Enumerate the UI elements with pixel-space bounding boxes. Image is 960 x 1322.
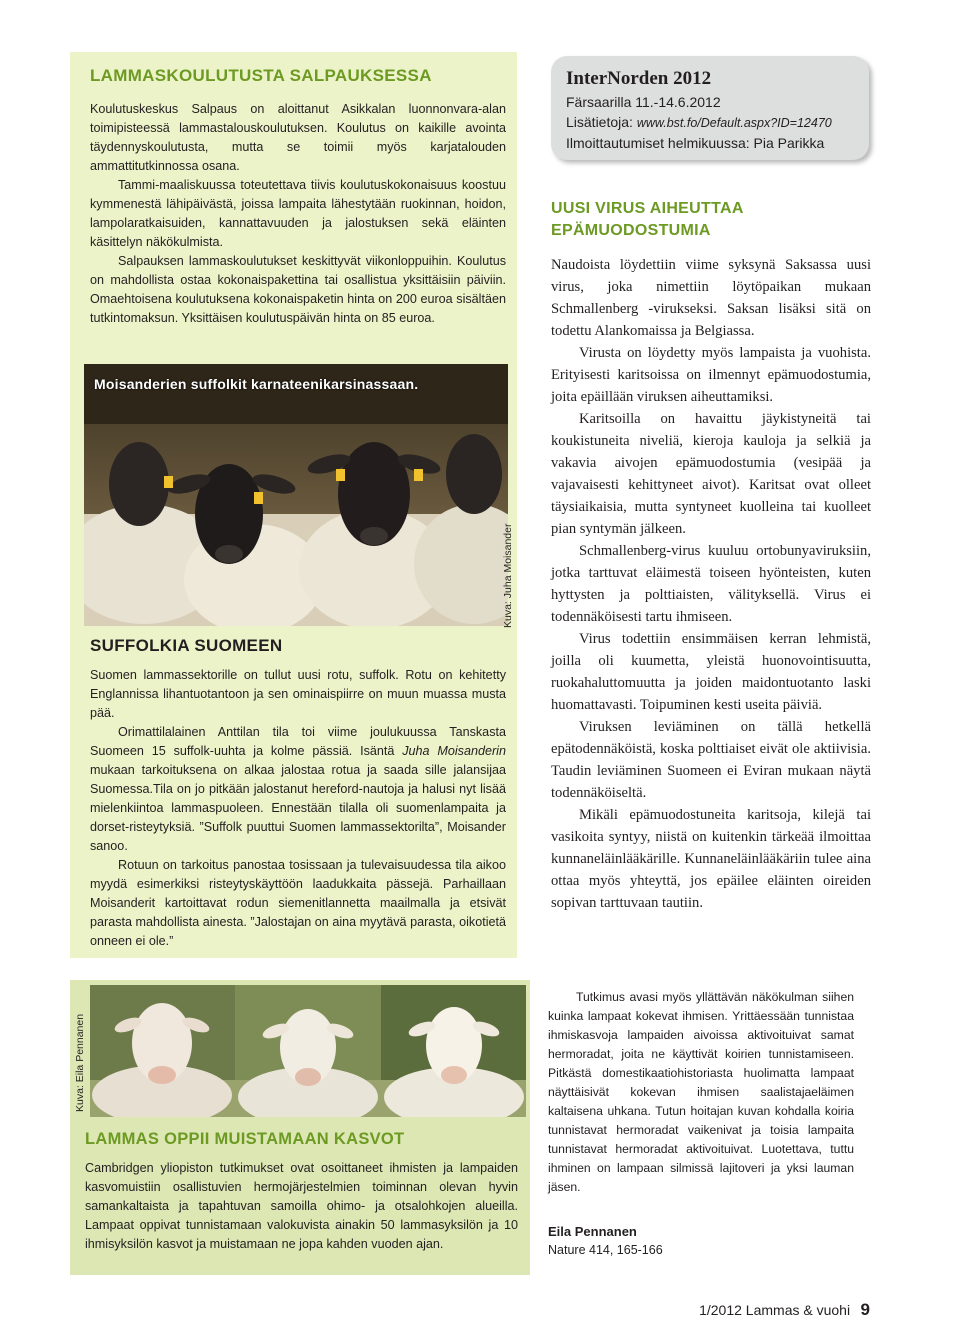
kasvot-article bbox=[85, 1130, 518, 1254]
kasvot-paragraph-2: Tutkimus avasi myös yllättävän näkökulman siihen kuinka lampaat kokevat ihmisen. Yrittäessään tunnistaa ihmiskasvoja lampaiden aivoissa aktivoituivat samat hermoradat, joita ne käyttivät koirien tunnistamiseen. Pitkästä domestikaatiohistoriasta huolimatta lampaat näyttäisivät kokevan ihmisen saalistajaeläimen kaltaisena uhkana. Tutun hoitajan kuvan kohdalla koiria tunnistavat hermoradat vaikenivat ja toisia lampaita tunnistavat hermoradat aktivoituivat. Luotettava, tuttu ihminen on lampaan silmissä lajitoveri ja yksi lauman jäsen. bbox=[548, 990, 854, 1194]
virus-paragraph-7: Mikäli epämuodostuneita karitsoja, kilejä tai vasikoita syntyy, niistä on kuitenkin tärkeää ilmoittaa kunnaneläinlääkärille. Kunnaneläinlääkäriin tulee aina ottaa myös yhteyttä, jos epäilee eläinten oireiden sopivan tarttuvaan tautiin. bbox=[551, 807, 871, 911]
virus-heading-line-2: EPÄMUODOSTUMIA bbox=[551, 222, 711, 239]
suffolk-p2-start: Orimattilalainen Anttilan tila toi viime joulukuussa Tanskasta Suomeen 15 suffolk-uuhta ja kolme pässiä. Isäntä bbox=[90, 725, 506, 758]
internorden-dates: Färsaarilla 11.-14.6.2012 bbox=[566, 94, 721, 110]
info-url-link[interactable]: www.bst.fo/Default.aspx?ID=12470 bbox=[636, 116, 832, 130]
virus-paragraph-1: Naudoista löydettiin viime syksynä Saksassa uusi virus, joka nimettiin löytöpaikan mukaan Schmallenberg -virukseksi. Saksan lisäksi sitä on todettu Alankomaissa ja Belgiassa. bbox=[551, 257, 871, 339]
white-sheep-image bbox=[90, 985, 526, 1117]
suffolk-sheep-photo bbox=[84, 364, 508, 626]
white-sheep-photo bbox=[90, 985, 526, 1117]
virus-paragraph-3: Karitsoilla on havaittu jäykistyneitä tai koukistuneita niveliä, kieroja kauloja ja selkiä ja vakavia aivojen epämuodostumia (vesipää ja vajavaisesti kehittyneet aivot). Karitsat ovat olleet täysiaikaisia, mutta syntyneet kuolleina tai kuolleet pian syntymän jälkeen. bbox=[551, 411, 871, 537]
kasvot-author: Eila Pennanen bbox=[548, 1224, 637, 1239]
virus-heading bbox=[551, 198, 871, 242]
suffolk-heading: SUFFOLKIA SUOMEEN bbox=[90, 636, 283, 655]
virus-article bbox=[551, 198, 871, 914]
suffolk-paragraph-3: Rotuun on tarkoitus panostaa tosissaan ja tulevaisuudessa tila aikoo myydä esimerkiksi risteytyskäyttöön laadukkaita pässejä. Parhaillaan Moisanderit kartoittavat rodun siemenitlannetta maailmalla ja etsivät parasta mahdollista ainesta. ”Jalostajan on aina myytävä parasta, oikotietä onneen ei ole.” bbox=[90, 858, 506, 948]
salpaus-paragraph-2: Tammi-maaliskuussa toteutettava tiivis koulutuskokonaisuus koostuu kymmenestä lähipäivästä, joissa lampaita lähestytään ruokinnan, hoidon, lampolaratkaisuiden, kannattavuuden ja jalostuksen sekä eläinten käsittelyn näkökulmista. bbox=[90, 178, 506, 249]
virus-heading-line-1: UUSI VIRUS AIHEUTTAA bbox=[551, 200, 744, 217]
farmer-name: Juha Moisanderin bbox=[402, 744, 506, 758]
salpaus-heading: LAMMASKOULUTUSTA SALPAUKSESSA bbox=[90, 66, 432, 85]
virus-paragraph-2: Virusta on löydetty myös lampaista ja vuohista. Erityisesti karitsoissa on ilmennyt epämuodostumia, joita epäillään viruksen aiheuttamiksi. bbox=[551, 345, 871, 405]
info-label: Lisätietoja: bbox=[566, 114, 637, 130]
internorden-info-line bbox=[566, 112, 866, 133]
virus-paragraph-4: Schmallenberg-virus kuuluu ortobunyaviruksiin, jotka tarttuvat eläimestä toiseen hyönteisten, kuten hyttysten ja polttiaisten, välityksellä. Virus ei todennäköisesti tartu ihmiseen. bbox=[551, 543, 871, 625]
suffolk-photo-credit: Kuva: Juha Moisander bbox=[502, 523, 514, 628]
salpaus-paragraph-3: Salpauksen lammaskoulutukset keskittyvät viikonloppuihin. Koulutus on mahdollista ostaa kokonaispakettina tai osallistua yksittäisiin päiviin. Omaehtoisena koulutuksena kokonaispaketin hinta on 200 euroa sisältäen tutkintomaksun. Yksittäisen koulutuspäivän hinta on 85 euroa. bbox=[90, 254, 506, 325]
kasvot-paragraph-1: Cambridgen yliopiston tutkimukset ovat osoittaneet ihmisten ja lampaiden kasvomuistiin osallistuvien hermojärjestelmien toiminnan olevan hyvin samankaltaista ja tapahtuvan samoilla ohimo- ja otsalohkojen alueilla. Lampaat oppivat tunnistamaan valokuvista ainakin 50 lammasyksilön ja 10 ihmisyksilön kasvot ja muistamaan ne jopa kahden vuoden ajan. bbox=[85, 1161, 518, 1251]
kasvot-source: Nature 414, 165-166 bbox=[548, 1243, 663, 1257]
magazine-name: 1/2012 Lammas & vuohi bbox=[699, 1302, 851, 1318]
suffolk-article bbox=[90, 636, 506, 951]
suffolk-sheep-image bbox=[84, 364, 508, 626]
suffolk-paragraph-2 bbox=[90, 723, 506, 856]
salpaus-article bbox=[90, 66, 506, 328]
suffolk-paragraph-1: Suomen lammassektorille on tullut uusi rotu, suffolk. Rotu on kehitetty Englannissa lihantuotantoon ja sen ominaispiirre on muun muassa musta pää. bbox=[90, 668, 506, 720]
internorden-title: InterNorden 2012 bbox=[566, 68, 712, 89]
internorden-registration: Ilmoittautumiset helmikuussa: Pia Parikka bbox=[566, 135, 825, 151]
virus-paragraph-5: Virus todettiin ensimmäisen kerran lehmistä, joilla oli kuumetta, yleistä huonovointisuutta, ruokahaluttomuutta ja joiden maidontuotanto laski huomattavasti. Toipuminen kesti useita päiviä. bbox=[551, 631, 871, 713]
salpaus-paragraph-1: Koulutuskeskus Salpaus on aloittanut Asikkalan luonnonvara-alan toimipisteessä lammastalouskoulutuksen. Koulutus on kaikille avointa täydennyskoulutusta, mutta se toimii myös karjatalouden ammattitutkinnossa osana. bbox=[90, 102, 506, 173]
page-number: 9 bbox=[860, 1300, 870, 1319]
page-footer bbox=[660, 1300, 870, 1320]
virus-paragraph-6: Viruksen leviäminen on tällä hetkellä epätodennäköistä, koska polttiaiset eivät ole aktiivisia. Taudin leviäminen Suomeen ei Eviran mukaan näytä todennäköiseltä. bbox=[551, 719, 871, 801]
kasvot-photo-credit: Kuva: Eila Pennanen bbox=[74, 1013, 86, 1112]
suffolk-p2-end: mukaan tarkoituksena on alkaa jalostaa rotua ja saada sille jalansijaa Suomessa.Tila on jo pitkään jalostanut hereford-nautoja ja halusi nyt lisää mielenkiintoa lammaspuoleen. Ennestään tilalla oli suomenlampaita ja dorset-risteytyksiä. ”Suffolk puuttui Suomen lammassektorilta”, Moisander sanoo. bbox=[90, 763, 506, 853]
internorden-info bbox=[566, 66, 866, 153]
kasvot-article-continued bbox=[548, 988, 854, 1259]
suffolk-photo-caption: Moisanderien suffolkit karnateenikarsinassaan. bbox=[94, 376, 419, 392]
kasvot-heading: LAMMAS OPPII MUISTAMAAN KASVOT bbox=[85, 1130, 405, 1148]
